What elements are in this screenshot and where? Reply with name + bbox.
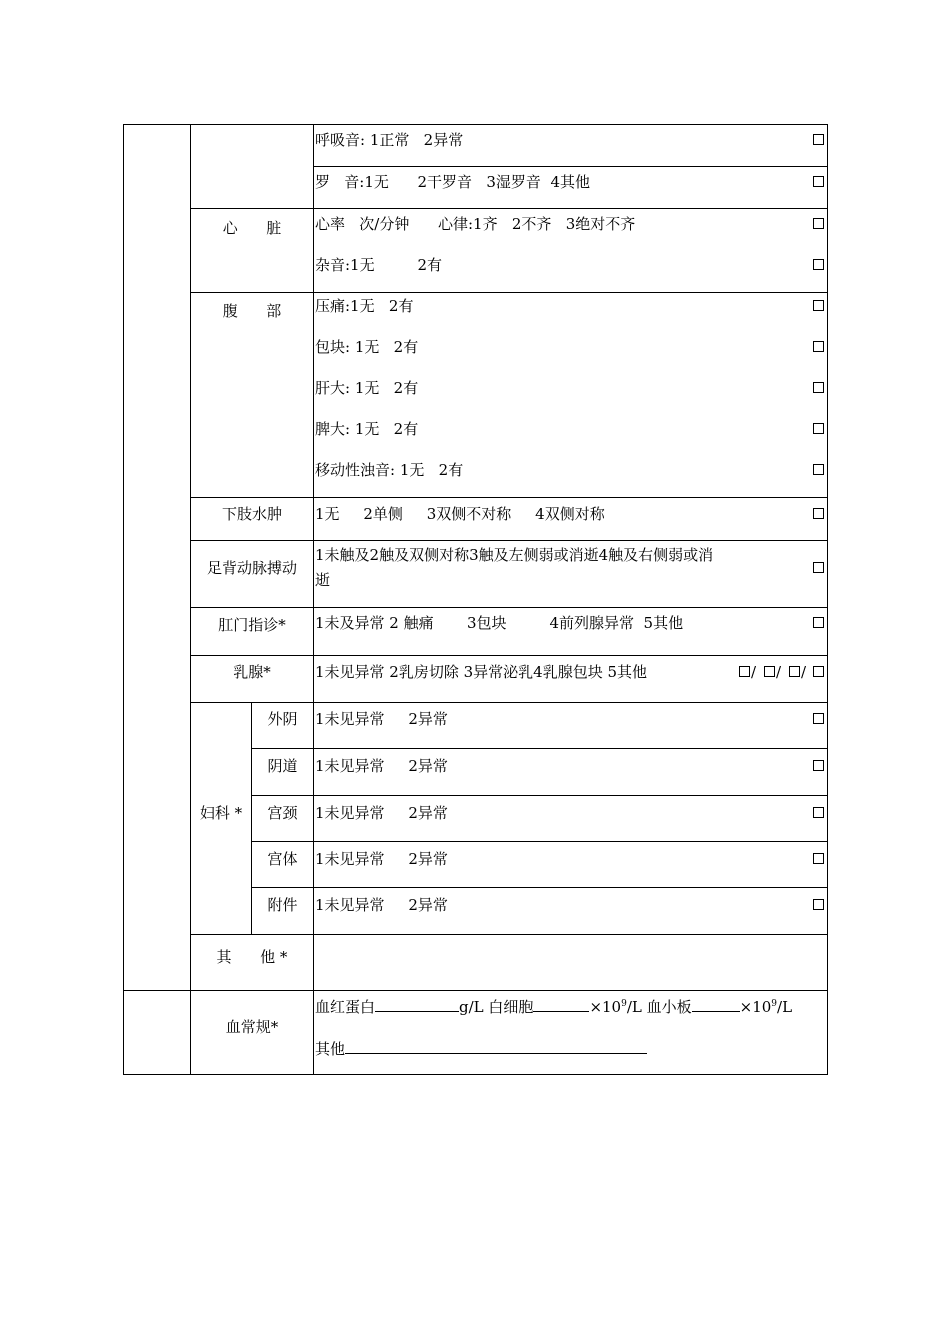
blood-other-label: 其他: [315, 1040, 346, 1058]
column-divider-1: [190, 124, 191, 1075]
row-divider: [251, 887, 828, 888]
vagina-label: 阴道: [267, 757, 298, 775]
spleen-text: 脾大: 1无 2有: [315, 420, 419, 438]
vulva-text: 1未见异常 2异常: [315, 710, 448, 728]
pulse-text-line2: 逝: [315, 571, 331, 589]
hemoglobin-label: 血红蛋白: [315, 998, 376, 1016]
separator: /: [751, 663, 757, 681]
edema-text: 1无 2单侧 3双侧不对称 4双侧对称: [315, 505, 605, 523]
checkbox[interactable]: [813, 853, 824, 864]
checkbox[interactable]: [813, 423, 824, 434]
anal-label: 肛门指诊*: [218, 616, 286, 634]
table-border-top: [123, 124, 828, 125]
uterus-text: 1未见异常 2异常: [315, 850, 448, 868]
row-divider: [190, 934, 828, 935]
column-divider-2: [313, 124, 314, 1075]
wbc-field[interactable]: [533, 997, 589, 1012]
unit-exp: 9: [621, 999, 627, 1009]
breast-text: 1未见异常 2乳房切除 3异常泌乳4乳腺包块 5其他: [315, 663, 648, 681]
unit-prefix: ×10: [589, 998, 622, 1016]
blood-line2: [315, 1039, 647, 1058]
checkbox[interactable]: [813, 713, 824, 724]
table-border-left: [123, 124, 124, 1075]
pulse-text-line1: 1未触及2触及双侧对称3触及左侧弱或消逝4触及右侧弱或消: [315, 546, 714, 564]
breast-label: 乳腺*: [233, 663, 271, 681]
breath-sound-text: 呼吸音: 1正常 2异常: [315, 131, 464, 149]
vagina-text: 1未见异常 2异常: [315, 757, 448, 775]
heart-rate-text: 心率 次/分钟 心律:1齐 2不齐 3绝对不齐: [315, 215, 636, 233]
checkbox[interactable]: [813, 760, 824, 771]
blood-line1: [315, 997, 792, 1016]
table-border-right: [827, 124, 828, 1075]
vulva-label: 外阴: [267, 710, 298, 728]
checkbox[interactable]: [789, 666, 800, 677]
blood-label: 血常规*: [225, 1018, 279, 1036]
uterus-label: 宫体: [267, 850, 298, 868]
shifting-dullness-text: 移动性浊音: 1无 2有: [315, 461, 464, 479]
row-divider: [313, 166, 828, 167]
row-divider: [251, 795, 828, 796]
checkbox[interactable]: [813, 300, 824, 311]
cervix-label: 宫颈: [267, 804, 298, 822]
row-divider: [251, 748, 828, 749]
checkbox[interactable]: [813, 176, 824, 187]
checkbox[interactable]: [813, 562, 824, 573]
blood-other-field[interactable]: [345, 1039, 647, 1054]
hemoglobin-field[interactable]: [375, 997, 459, 1012]
row-divider: [190, 292, 828, 293]
row-divider: [123, 990, 828, 991]
row-divider: [190, 208, 828, 209]
table-border-bottom: [123, 1074, 828, 1075]
adnexa-label: 附件: [267, 896, 298, 914]
exam-table: [123, 124, 828, 1075]
platelet-label: 血小板: [646, 998, 692, 1016]
murmur-text: 杂音:1无 2有: [315, 256, 443, 274]
checkbox[interactable]: [813, 218, 824, 229]
edema-label: 下肢水肿: [221, 505, 282, 523]
mass-text: 包块: 1无 2有: [315, 338, 419, 356]
row-divider: [190, 607, 828, 608]
checkbox[interactable]: [813, 666, 824, 677]
rales-text: 罗 音:1无 2干罗音 3湿罗音 4其他: [315, 173, 590, 191]
checkbox[interactable]: [813, 382, 824, 393]
hemoglobin-unit: g/L: [459, 998, 484, 1016]
row-divider: [251, 841, 828, 842]
other-label: 其 他 *: [216, 948, 288, 966]
row-divider: [190, 655, 828, 656]
anal-text: 1未及异常 2 触痛 3包块 4前列腺异常 5其他: [315, 614, 684, 632]
adnexa-text: 1未见异常 2异常: [315, 896, 448, 914]
checkbox[interactable]: [813, 134, 824, 145]
separator: /: [801, 663, 807, 681]
row-divider: [190, 702, 828, 703]
row-divider: [190, 540, 828, 541]
unit-exp: 9: [771, 999, 778, 1009]
separator: /: [776, 663, 782, 681]
checkbox[interactable]: [813, 464, 824, 475]
checkbox[interactable]: [764, 666, 775, 677]
unit-suffix: /L: [626, 998, 642, 1016]
checkbox[interactable]: [813, 341, 824, 352]
checkbox[interactable]: [813, 259, 824, 270]
checkbox[interactable]: [739, 666, 750, 677]
checkbox[interactable]: [813, 807, 824, 818]
unit-prefix: ×10: [739, 998, 772, 1016]
wbc-label: 白细胞: [488, 998, 534, 1016]
checkbox[interactable]: [813, 508, 824, 519]
cervix-text: 1未见异常 2异常: [315, 804, 448, 822]
checkbox[interactable]: [813, 617, 824, 628]
unit-suffix: /L: [777, 998, 793, 1016]
gyn-label: 妇科 *: [199, 804, 243, 822]
platelet-field[interactable]: [692, 997, 740, 1012]
row-divider: [190, 497, 828, 498]
abdomen-label: 腹 部: [222, 302, 282, 320]
tenderness-text: 压痛:1无 2有: [315, 297, 414, 315]
checkbox[interactable]: [813, 899, 824, 910]
pulse-label: 足背动脉搏动: [206, 559, 297, 577]
liver-text: 肝大: 1无 2有: [315, 379, 419, 397]
heart-label: 心 脏: [222, 219, 282, 237]
